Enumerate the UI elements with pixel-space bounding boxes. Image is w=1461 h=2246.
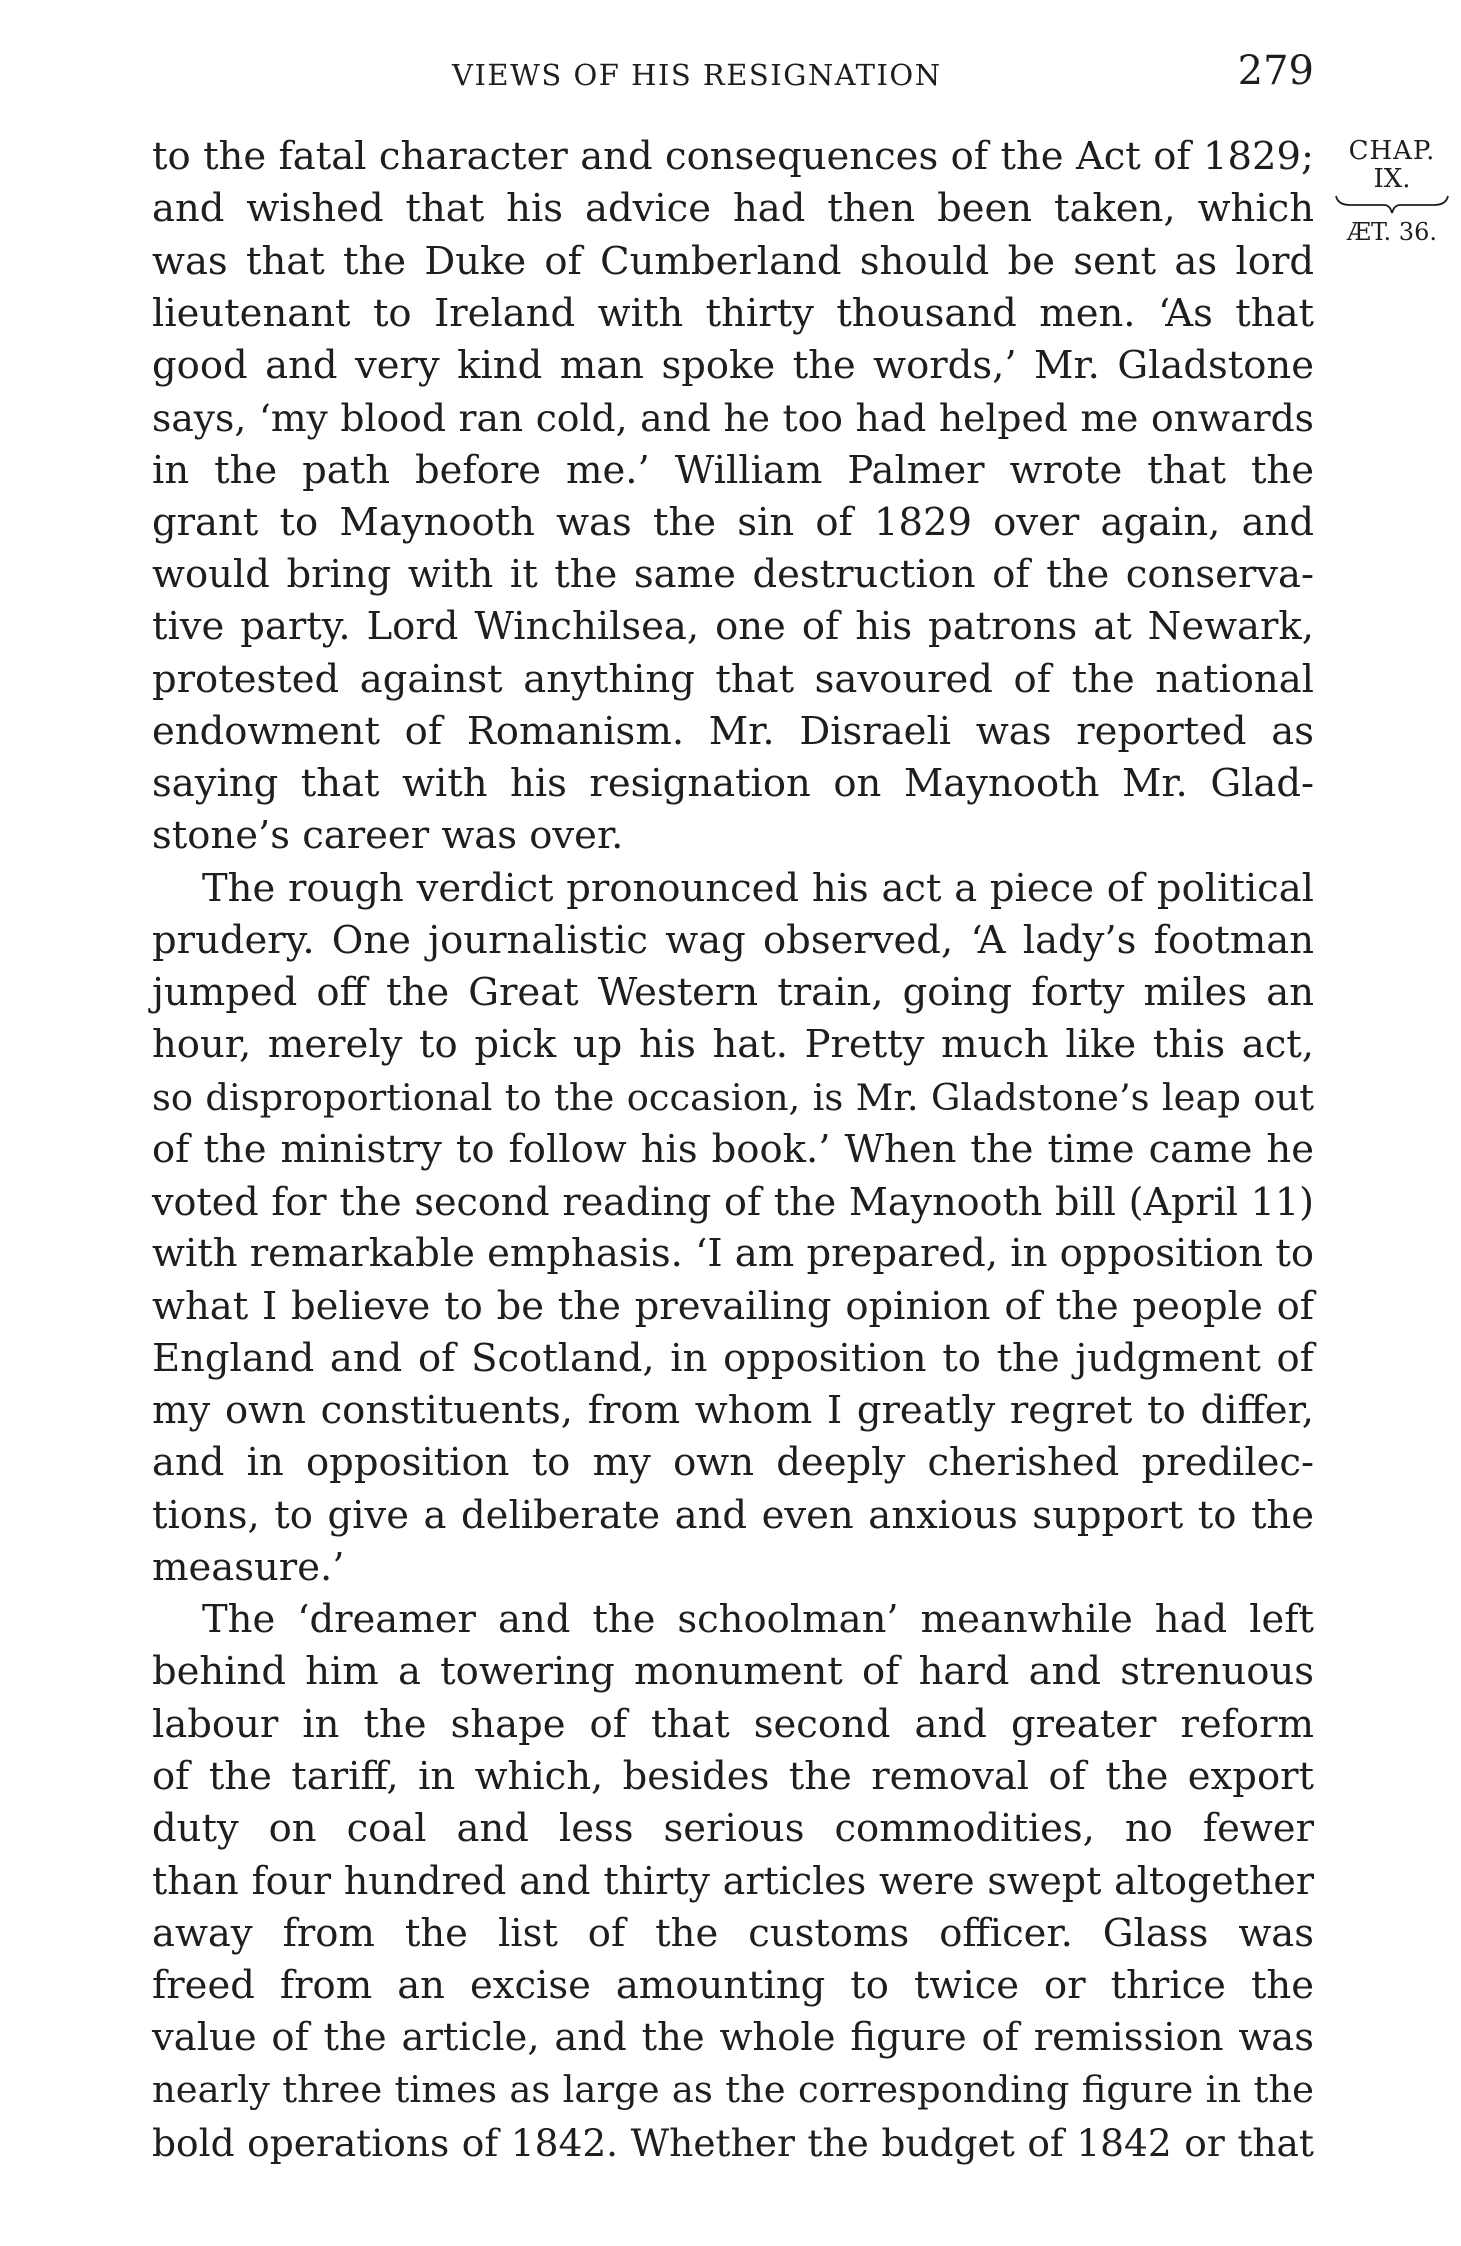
text-line: freed from an excise amounting to twice or thrice the [152, 1962, 1314, 2008]
text-line: stone’s career was over. [152, 813, 624, 859]
text-line: bold operations of 1842. Whether the budget of 1842 or that [152, 2120, 1314, 2165]
page-body-text [152, 131, 1314, 2169]
text-line: jumped off the Great Western train, going forty miles an [152, 970, 1314, 1015]
text-line: nearly three times as large as the corresponding figure in the [152, 2068, 1314, 2112]
text-line: what I believe to be the prevailing opinion of the people of [152, 1283, 1314, 1329]
running-header [152, 48, 1314, 98]
text-line: of the ministry to follow his book.’ When the time came he [152, 1126, 1314, 1172]
text-line: voted for the second reading of the Maynooth bill (April 11) [152, 1180, 1314, 1224]
text-line: and in opposition to my own deeply cherished predilec- [152, 1440, 1314, 1486]
text-line: and wished that his advice had then been taken, which [152, 186, 1314, 232]
text-line: would bring with it the same destruction of the conserva- [152, 552, 1314, 597]
text-line: value of the article, and the whole figure of remission was [152, 2015, 1314, 2060]
text-line: in the path before me.’ William Palmer wrote that the [152, 447, 1314, 493]
text-line: with remarkable emphasis. ‘I am prepared, in opposition to [152, 1231, 1314, 1277]
margin-chapter-label: CHAP. [1348, 136, 1436, 166]
text-line: tive party. Lord Winchilsea, one of his patrons at Newark, [152, 604, 1314, 650]
text-line: prudery. One journalistic wag observed, ‘A lady’s footman [152, 917, 1314, 963]
margin-note [1332, 137, 1452, 247]
text-line: away from the list of the customs officer. Glass was [152, 1910, 1314, 1956]
text-line: labour in the shape of that second and greater reform [152, 1701, 1314, 1747]
text-line: of the tariff, in which, besides the removal of the export [152, 1753, 1314, 1799]
text-line: grant to Maynooth was the sin of 1829 over again, and [152, 499, 1314, 545]
page-number: 279 [1237, 48, 1314, 94]
text-line: behind him a towering monument of hard and strenuous [152, 1649, 1314, 1695]
paragraph-start-line: The rough verdict pronounced his act a piece of political [202, 865, 1314, 911]
text-line: measure.’ [152, 1544, 345, 1590]
text-line: says, ‘my blood ran cold, and he too had helped me onwards [152, 396, 1314, 441]
text-line: tions, to give a deliberate and even anxious support to the [152, 1492, 1314, 1538]
text-line: saying that with his resignation on Maynooth Mr. Glad- [152, 761, 1314, 806]
text-line: duty on coal and less serious commodities, no fewer [152, 1806, 1314, 1851]
text-line: to the fatal character and consequences of the Act of 1829; [152, 134, 1314, 179]
text-line: was that the Duke of Cumberland should be sent as lord [152, 238, 1314, 284]
paragraph-start-line: The ‘dreamer and the schoolman’ meanwhile had left [202, 1597, 1314, 1642]
text-line: good and very kind man spoke the words,’ Mr. Gladstone [152, 343, 1314, 388]
text-line: hour, merely to pick up his hat. Pretty much like this act, [152, 1022, 1314, 1068]
text-line: endowment of Romanism. Mr. Disraeli was reported as [152, 708, 1314, 754]
text-line: my own constituents, from whom I greatly regret to differ, [152, 1388, 1314, 1433]
margin-age: ÆT. 36. [1347, 218, 1437, 246]
running-head-title: VIEWS OF HIS RESIGNATION [452, 58, 942, 92]
brace-icon [1332, 193, 1452, 215]
text-line: England and of Scotland, in opposition to the judgment of [152, 1335, 1314, 1381]
text-line: so disproportional to the occasion, is Mr. Gladstone’s leap out [152, 1075, 1314, 1119]
text-line: lieutenant to Ireland with thirty thousand men. ‘As that [152, 290, 1314, 336]
text-line: than four hundred and thirty articles were swept altogether [152, 1859, 1314, 1904]
margin-chapter-number: IX. [1373, 164, 1411, 194]
text-line: protested against anything that savoured of the national [152, 656, 1314, 702]
